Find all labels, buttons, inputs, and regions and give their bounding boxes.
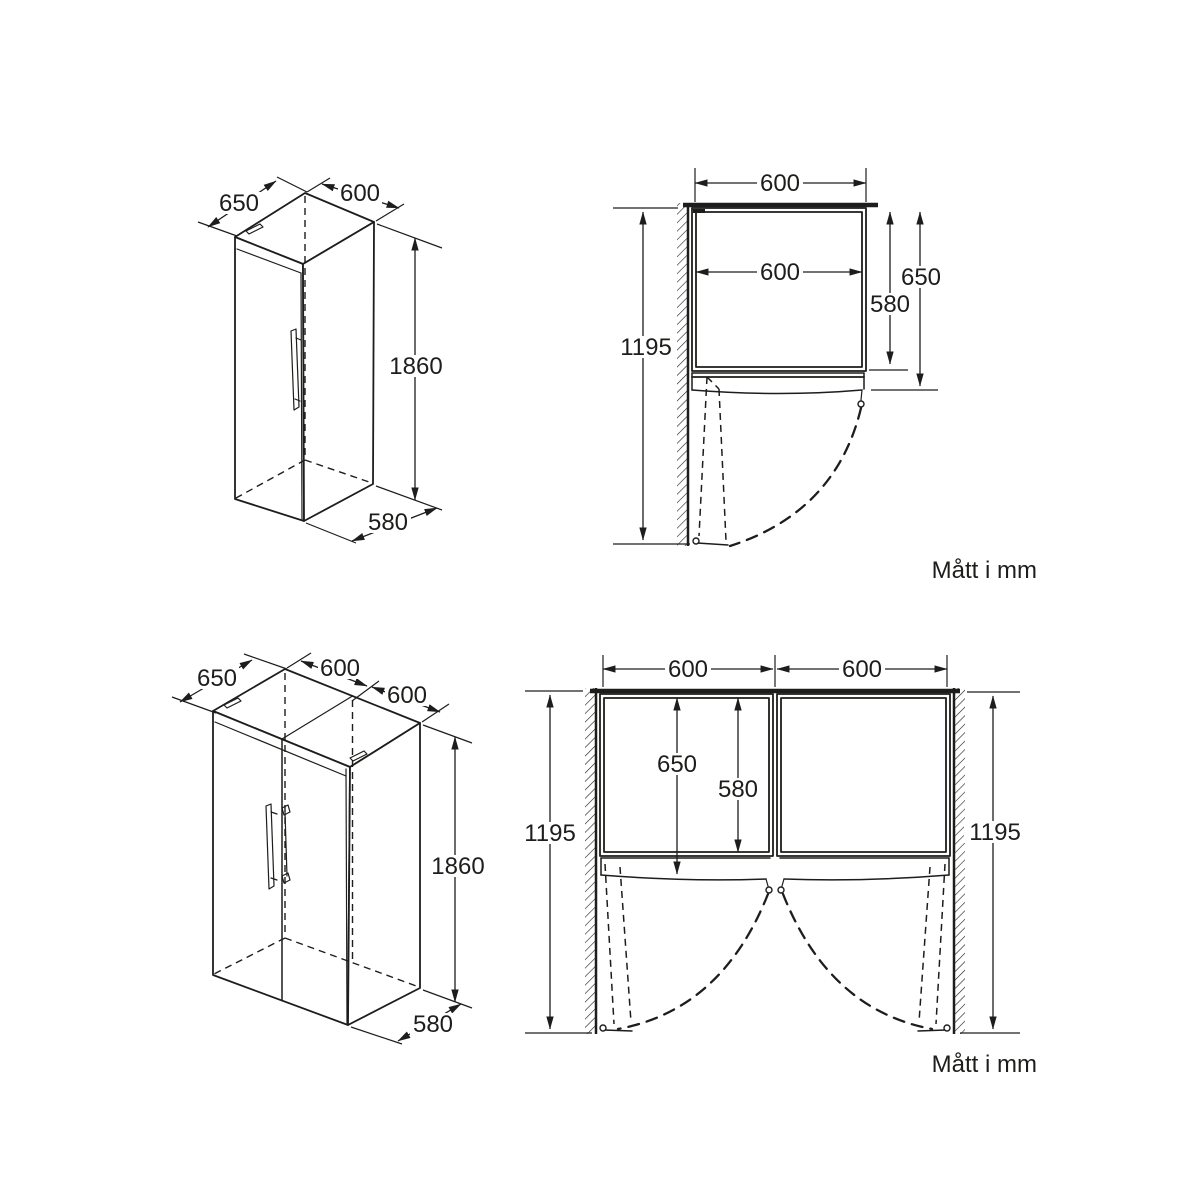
- open-door-outline-right: [918, 864, 950, 1031]
- dim-clearance-right-1195: [960, 692, 1022, 1033]
- dim-label-depth: 650: [196, 665, 238, 692]
- dim-label-height: 1860: [389, 353, 443, 380]
- handle-knob: [944, 1025, 950, 1031]
- double-unit-isometric-view: [172, 653, 489, 1044]
- door-swing-arc: [730, 408, 861, 546]
- single-unit-isometric-view: [198, 177, 447, 543]
- cabinet-body: [213, 669, 420, 1025]
- dim-label-door-depth: 650: [656, 751, 698, 778]
- dim-label-width-left: 600: [667, 656, 709, 683]
- cabinet-door-right: [778, 858, 949, 893]
- dim-label-door-depth: 650: [900, 264, 942, 291]
- dim-clearance-left-1195: [521, 691, 592, 1033]
- single-unit-top-view: [613, 168, 1037, 584]
- dim-label-bottom-depth: 580: [367, 509, 409, 536]
- dim-label-width-right: 600: [386, 682, 428, 709]
- cabinet-body-right: [777, 694, 950, 856]
- dim-height-1860: [423, 725, 489, 1008]
- handle-knob: [858, 401, 864, 407]
- double-unit-top-view: [521, 655, 1037, 1078]
- handle-knob: [778, 887, 784, 893]
- dim-label-body-depth: 580: [869, 291, 911, 318]
- dim-width-left-600: [603, 655, 775, 687]
- dim-label-depth: 650: [218, 190, 260, 217]
- dim-label-bottom-depth: 580: [412, 1011, 454, 1038]
- open-door-outline: [693, 377, 728, 545]
- handle-knob: [766, 887, 772, 893]
- units-caption: Mått i mm: [931, 557, 1037, 584]
- dim-body-depth-580: [867, 212, 913, 370]
- dim-label-clearance-left: 1195: [524, 820, 576, 847]
- door-swing-arc-right: [783, 894, 932, 1029]
- dim-label-width-left: 600: [319, 655, 361, 682]
- open-door-outline-left: [600, 864, 632, 1031]
- units-caption: Mått i mm: [931, 1051, 1037, 1078]
- dim-niche-width-600: [695, 168, 866, 202]
- dim-height-1860: [376, 224, 447, 510]
- dim-label-height: 1860: [431, 853, 485, 880]
- wall-hatching: [585, 688, 596, 1034]
- handle-knob: [693, 538, 699, 544]
- dim-label-top-width: 600: [759, 170, 801, 197]
- hinge-plate: [693, 209, 705, 213]
- cabinet-body: [692, 208, 866, 371]
- handle-knob: [600, 1025, 606, 1031]
- cabinet-body: [235, 193, 374, 521]
- dim-bottom-depth-580: [306, 508, 437, 543]
- cabinet-door-left: [601, 858, 772, 893]
- wall-hatching: [677, 203, 688, 546]
- wall-hatching: [954, 688, 965, 1034]
- dim-label-clearance-right: 1195: [969, 819, 1021, 846]
- dim-label-body-depth: 580: [717, 776, 759, 803]
- door-swing-arc-left: [618, 894, 768, 1029]
- dim-label-clearance: 1195: [620, 334, 672, 361]
- dim-label-width-right: 600: [841, 656, 883, 683]
- dim-width-right-600: [777, 655, 947, 687]
- cabinet-door: [692, 373, 864, 407]
- dim-label-width: 600: [339, 180, 381, 207]
- dim-label-inner-width: 600: [759, 259, 801, 286]
